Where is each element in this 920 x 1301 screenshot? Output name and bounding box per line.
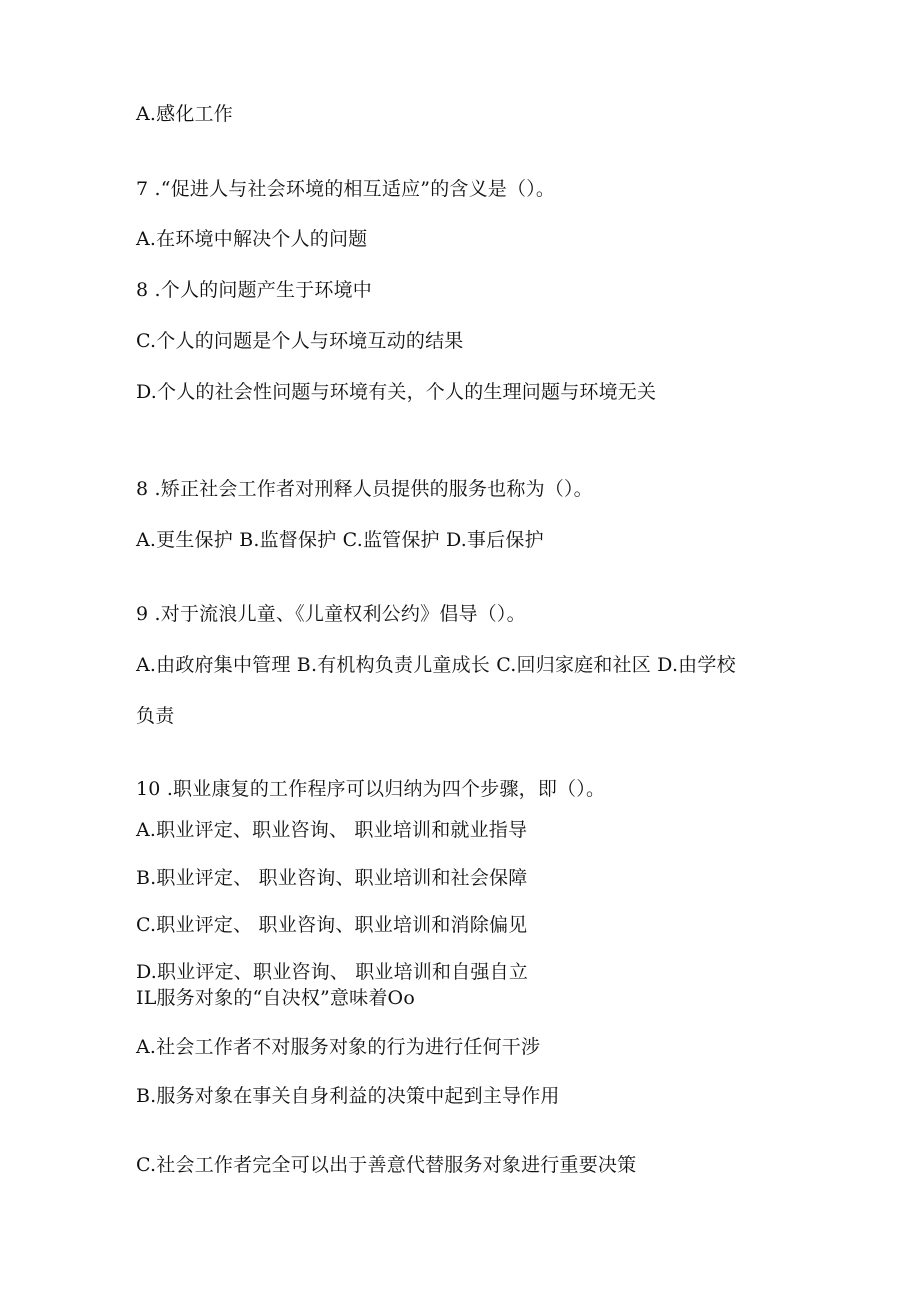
- option-a-q6: A.感化工作: [136, 103, 233, 125]
- options-q9-continued: 负责: [136, 705, 175, 727]
- option-b-q10: B.职业评定、 职业咨询、职业培训和社会保障: [136, 867, 528, 889]
- option-b-q11: B.服务对象在事关自身利益的决策中起到主导作用: [136, 1085, 560, 1107]
- question-7: 7 .“促进人与社会环境的相互适应”的含义是（）。: [136, 178, 556, 200]
- option-d-q10: D.职业评定、职业咨询、 职业培训和自强自立: [136, 961, 529, 983]
- question-9: 9 .对于流浪儿童、《儿童权利公约》倡导（）。: [136, 603, 526, 625]
- options-q8: A.更生保护 B.监督保护 C.监管保护 D.事后保护: [136, 529, 544, 551]
- option-d-q7: D.个人的社会性问题与环境有关，个人的生理问题与环境无关: [136, 381, 657, 403]
- option-b-q7: 8 .个人的问题产生于环境中: [136, 279, 372, 301]
- question-10: 10 .职业康复的工作程序可以归纳为四个步骤，即（）。: [136, 778, 606, 800]
- option-c-q7: C.个人的问题是个人与环境互动的结果: [136, 330, 464, 352]
- option-a-q7: A.在环境中解决个人的问题: [136, 228, 368, 250]
- options-q9: A.由政府集中管理 B.有机构负责儿童成长 C.回归家庭和社区 D.由学校: [136, 654, 736, 676]
- question-11: IL服务对象的“自决权”意味着Oo: [136, 987, 415, 1009]
- option-a-q10: A.职业评定、职业咨询、 职业培训和就业指导: [136, 819, 528, 841]
- option-a-q11: A.社会工作者不对服务对象的行为进行任何干涉: [136, 1036, 541, 1058]
- question-8: 8 .矫正社会工作者对刑释人员提供的服务也称为（）。: [136, 478, 593, 500]
- option-c-q11: C.社会工作者完全可以出于善意代替服务对象进行重要决策: [136, 1154, 637, 1176]
- option-c-q10: C.职业评定、 职业咨询、职业培训和消除偏见: [136, 914, 528, 936]
